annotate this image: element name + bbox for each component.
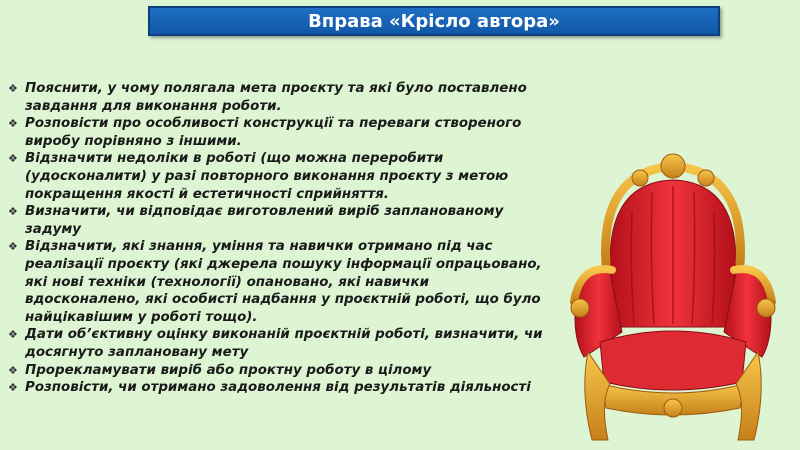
list-item: ❖ Відзначити, які знання, уміння та навички отримано під час реалізації проєкту (які джерела пошуку інформації опрацьовано, які нові техніки (технології) опановано, які навички вдосконалено, які особисті надбання у проєктній роботі, що було найцікавішим у роботі тощо). xyxy=(8,239,542,325)
diamond-bullet-icon: ❖ xyxy=(8,240,18,254)
diamond-bullet-icon: ❖ xyxy=(8,363,18,377)
armchair-illustration xyxy=(570,152,776,444)
diamond-bullet-icon: ❖ xyxy=(8,82,18,95)
diamond-bullet-icon: ❖ xyxy=(8,117,18,131)
diamond-bullet-icon: ❖ xyxy=(8,205,18,219)
list-item: ❖ Розповісти про особливості конструкції та переваги створеного виробу порівняно з іншими. xyxy=(8,116,522,149)
diamond-bullet-icon: ❖ xyxy=(8,152,18,166)
list-item: ❖ Пояснити, у чому полягала мета проєкту та які було поставлено завдання для виконання роботи. xyxy=(8,81,527,114)
list-item: ❖ Дати об’єктивну оцінку виконаній проєктній роботі, визначити, чи досягнуто заплановану мету xyxy=(8,327,543,360)
title-banner xyxy=(148,6,720,36)
diamond-bullet-icon: ❖ xyxy=(8,328,18,342)
slide-title: Вправа «Крісло автора» xyxy=(308,10,560,32)
list-item: ❖ Розповісти, чи отримано задоволення від результатів діяльності xyxy=(8,380,531,396)
diamond-bullet-icon: ❖ xyxy=(8,381,18,395)
list-item: ❖ Прорекламувати виріб або проктну роботу в цілому xyxy=(8,362,432,378)
list-item: ❖ Визначити, чи відповідає виготовлений виріб запланованому задуму xyxy=(8,204,504,237)
bullet-list xyxy=(8,80,548,397)
list-item: ❖ Відзначити недоліки в роботі (що можна переробити (удосконалити) у разі повторного виконання проєкту з метою покращення якості й естетичності сприйняття. xyxy=(8,151,509,202)
